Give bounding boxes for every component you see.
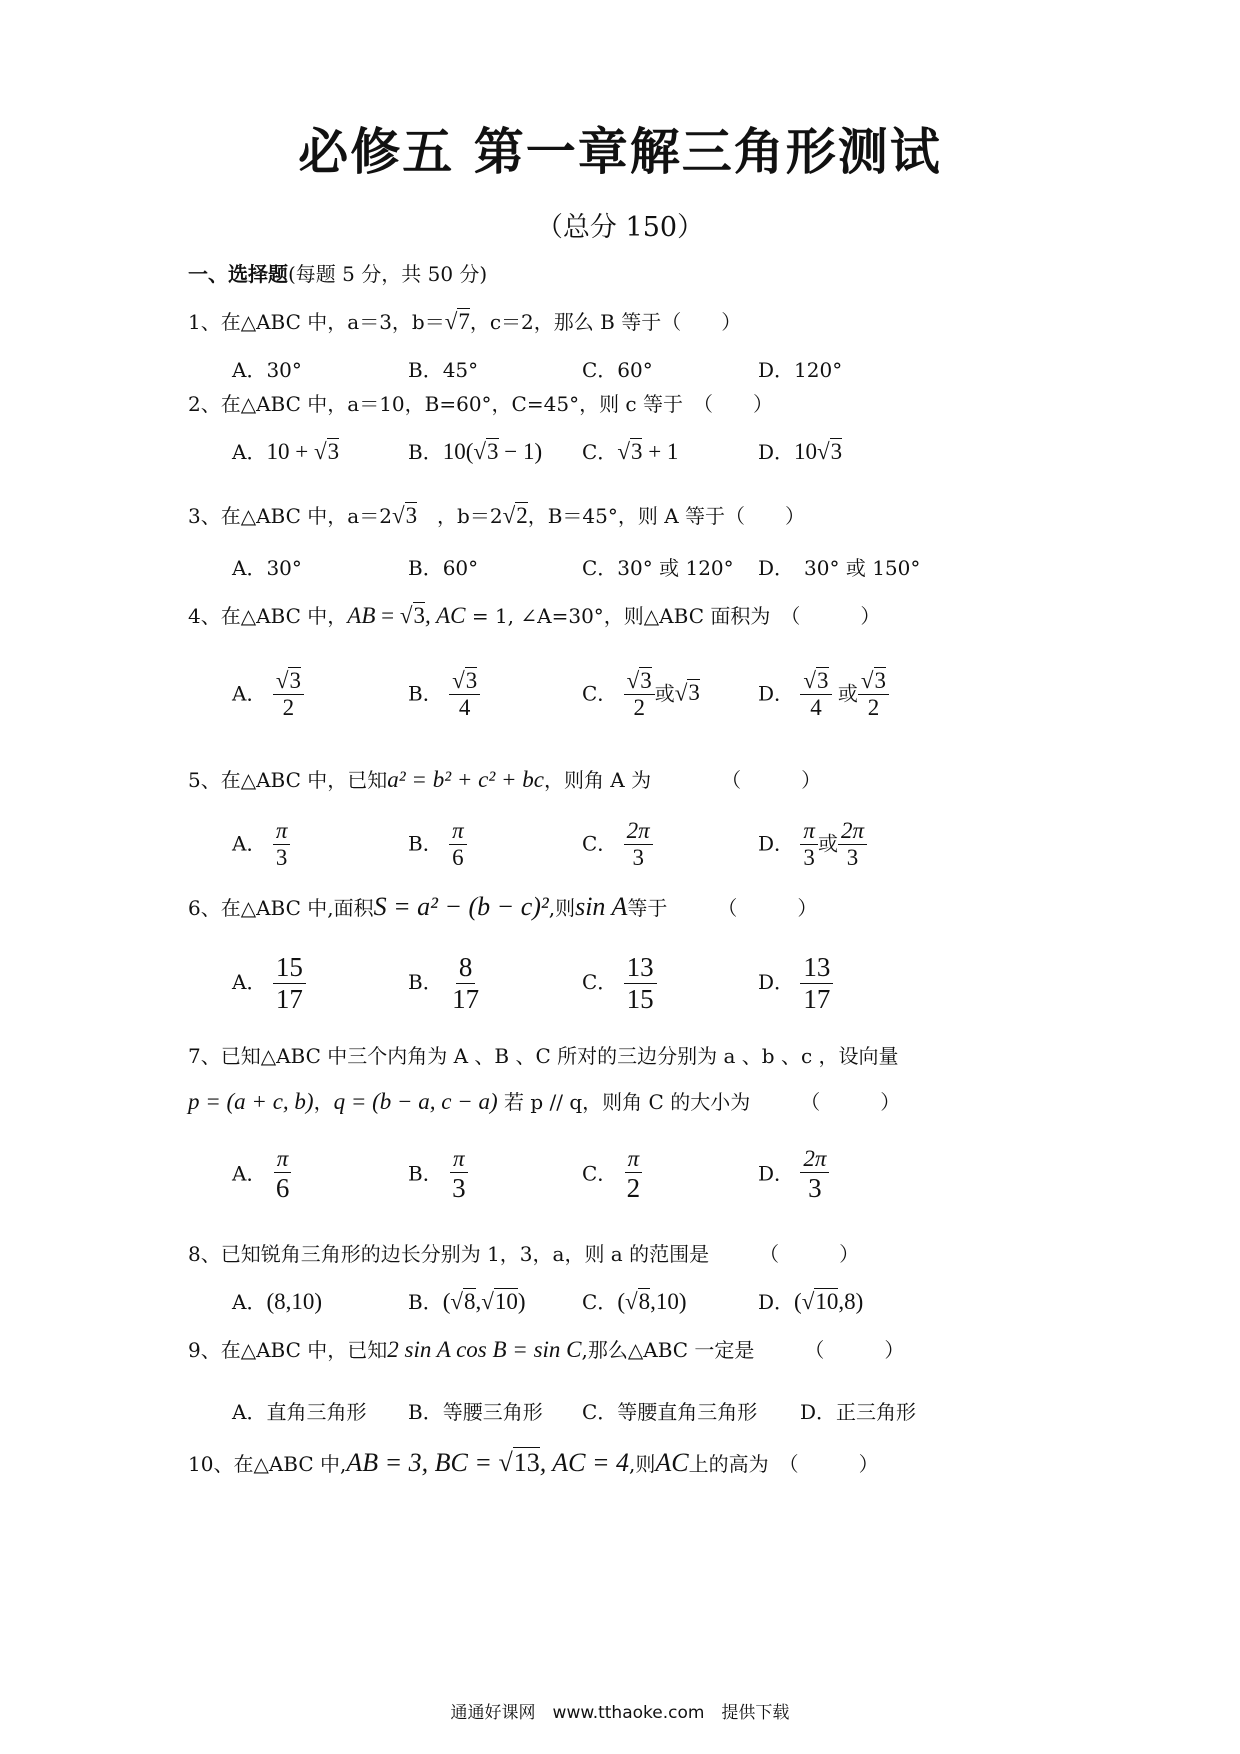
section-heading [188, 258, 487, 287]
q9-option-a: A．直角三角形 [232, 1400, 367, 1424]
question-2-stem: 2、在△ABC 中，a＝10，B=60°，C=45°，则 c 等于 （ ） [188, 392, 773, 416]
q8-option-c: C．(√8,10) [582, 1289, 687, 1314]
q2-option-b: B．10(√3 − 1) [408, 439, 543, 464]
q2-option-c: C．√3 + 1 [582, 439, 679, 464]
section-label: 一、选择题 [188, 262, 288, 286]
q7-option-b: B． $\frac{\pi}{3}$ [408, 1146, 469, 1204]
q1-option-a: A．30° [232, 358, 302, 382]
q9-option-c: C．等腰直角三角形 [582, 1400, 758, 1424]
q5-option-c: C． $\frac{2\pi}{3}$ [582, 818, 653, 872]
q5-option-a: A． $\frac{\pi}{3}$ [232, 818, 290, 872]
q7-option-a: A． $\frac{\pi}{6}$ [232, 1146, 292, 1204]
q4-option-a: A． $\frac{√3}{2}$ [232, 668, 304, 722]
q3-option-c: C．30° 或 120° [582, 556, 734, 580]
q1-option-b: B．45° [408, 358, 479, 382]
q7-option-c: C． $\frac{\pi}{2}$ [582, 1146, 643, 1204]
q9-option-b: B．等腰三角形 [408, 1400, 543, 1424]
question-1-stem: 1、在△ABC 中，a＝3，b＝√7，c＝2，那么 B 等于（ ） [188, 309, 742, 334]
footer-credit: 通通好课网 www.tthaoke.com 提供下载 [450, 1703, 790, 1723]
q2-option-d: D．10√3 [758, 439, 843, 464]
section-note: (每题 5 分，共 50 分) [288, 262, 488, 286]
question-4-stem: 4、在△ABC 中，AB = √3, AC = 1, ∠A=30°，则△ABC 面积为 （ ） [188, 603, 881, 628]
q5-option-d: D． $\frac{\pi}{3}$ 或 $\frac{2\pi}{3}$ [758, 818, 867, 872]
q7-option-d: D． $\frac{2\pi}{3}$ [758, 1146, 829, 1204]
q9-option-d: D．正三角形 [800, 1400, 917, 1424]
question-7-stem: 7、已知△ABC 中三个内角为 A 、B 、C 所对的三边分别为 a 、b 、c ，设向量 [188, 1044, 899, 1068]
q4-option-b: B． $\frac{√3}{4}$ [408, 668, 480, 722]
q1-option-c: C．60° [582, 358, 653, 382]
question-6-stem: 6、在△ABC 中,面积S = a² − (b − c)²,则sin A等于 （ ） [188, 892, 818, 921]
q3-option-b: B．60° [408, 556, 479, 580]
page-title: 必修五 第一章解三角形测试 [298, 123, 942, 181]
q4-option-d: D． $\frac{√3}{4}$ 或 $\frac{√3}{2}$ [758, 668, 889, 722]
total-score: （总分 150） [535, 212, 705, 243]
question-8-stem: 8、已知锐角三角形的边长分别为 1，3，a，则 a 的范围是 （ ） [188, 1242, 860, 1266]
question-10-stem: 10、在△ABC 中,AB = 3, BC = √13, AC = 4,则AC上的高为 （ ） [188, 1448, 879, 1477]
q8-option-a: A．(8,10) [232, 1289, 323, 1314]
q8-option-d: D．(√10,8) [758, 1289, 864, 1314]
question-9-stem: 9、在△ABC 中，已知2 sin A cos B = sin C,那么△ABC 一定是 （ ） [188, 1337, 905, 1362]
q5-option-b: B． $\frac{\pi}{6}$ [408, 818, 467, 872]
q1-option-d: D．120° [758, 358, 843, 382]
q3-option-d: D． 30° 或 150° [758, 556, 921, 580]
q6-option-c: C． $\frac{13}{15}$ [582, 952, 657, 1015]
q6-option-b: B． $\frac{8}{17}$ [408, 952, 480, 1015]
question-5-stem: 5、在△ABC 中，已知a² = b² + c² + bc，则角 A 为 （ ） [188, 767, 822, 792]
q6-option-d: D． $\frac{13}{17}$ [758, 952, 833, 1015]
question-3-stem: 3、在△ABC 中，a＝2√3 ，b＝2√2，B＝45°，则 A 等于（ ） [188, 503, 806, 528]
q3-option-a: A．30° [232, 556, 302, 580]
q6-option-a: A． $\frac{15}{17}$ [232, 952, 306, 1015]
q4-option-c: C． $\frac{√3}{2}$ 或√3 [582, 668, 700, 721]
q8-option-b: B．(√8,√10) [408, 1289, 526, 1314]
question-7-vectors: p = (a + c, b)，q = (b − a, c − a) 若 p // q，则角 C 的大小为 （ ） [188, 1089, 901, 1114]
q2-option-a: A．10 + √3 [232, 439, 340, 464]
